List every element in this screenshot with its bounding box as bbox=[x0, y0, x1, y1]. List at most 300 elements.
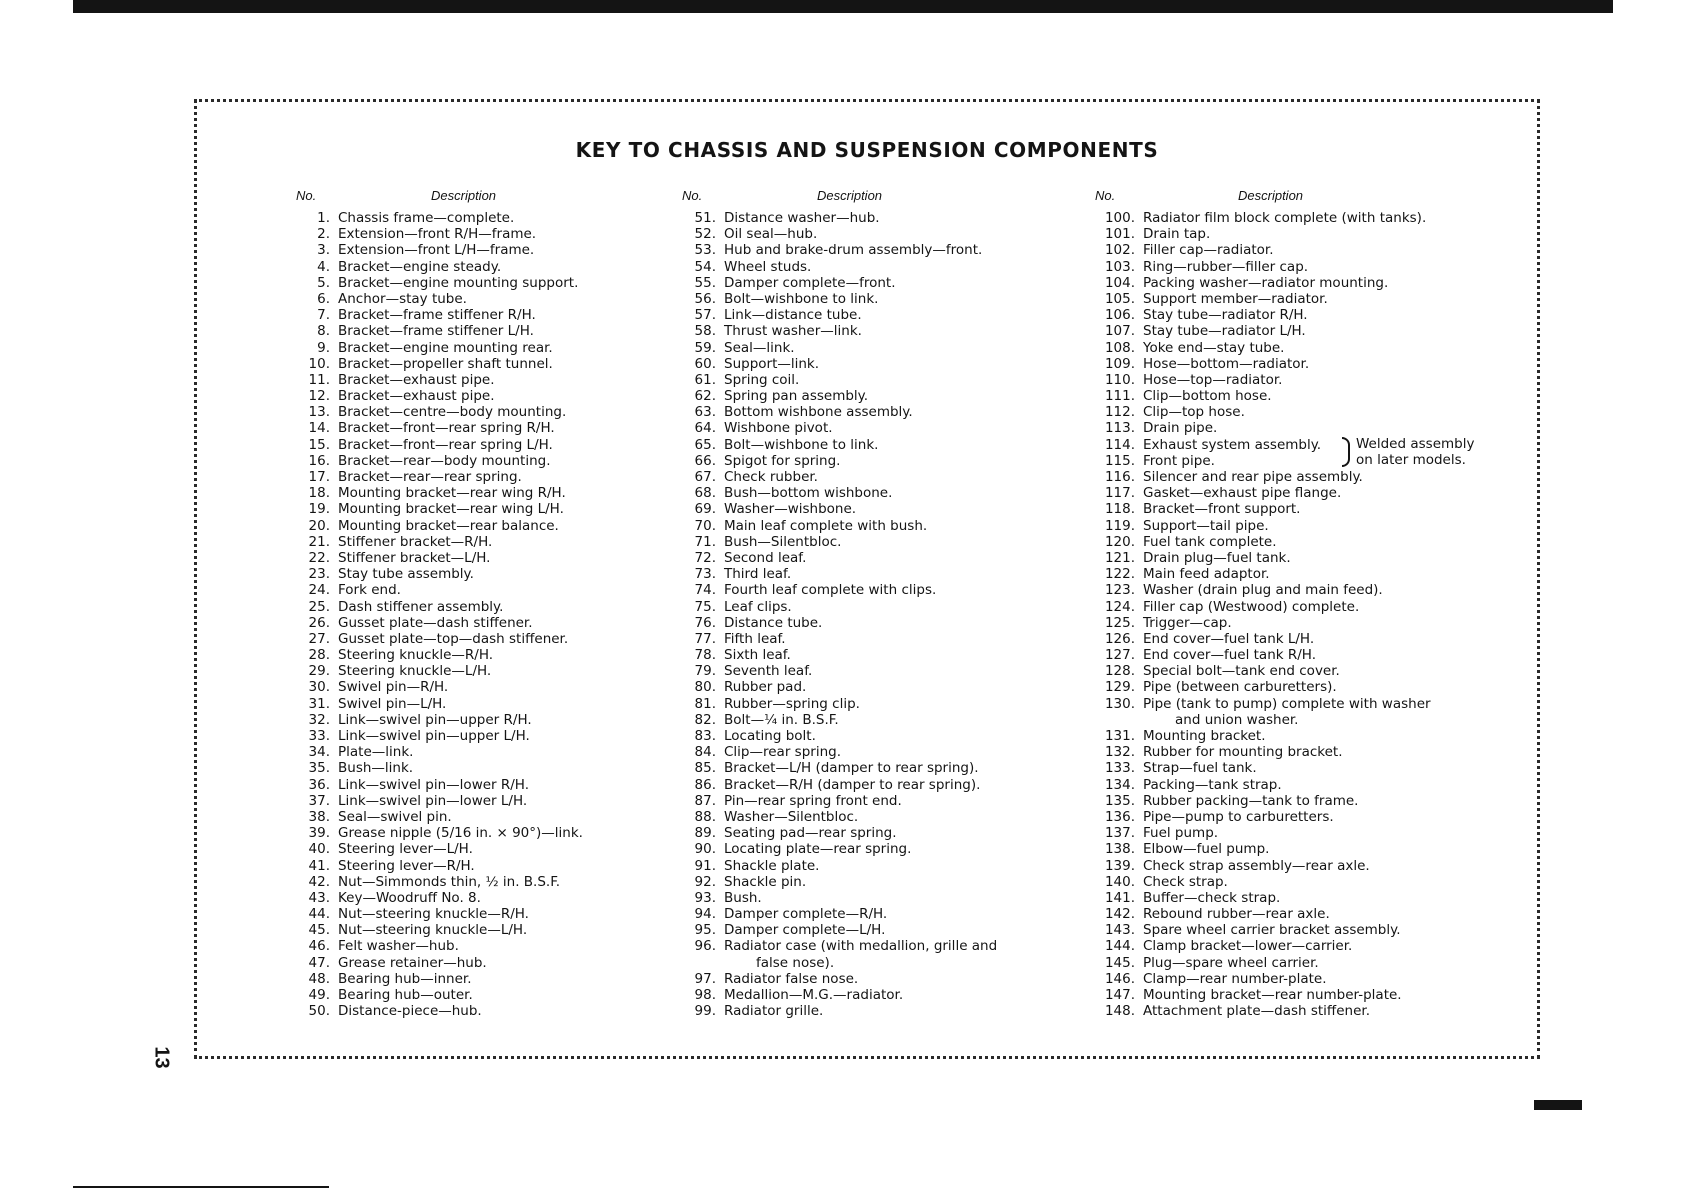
list-item bbox=[682, 534, 997, 550]
item-description: Wishbone pivot. bbox=[724, 420, 833, 437]
item-description: Bracket—R/H (damper to rear spring). bbox=[724, 776, 981, 793]
item-number: 117. bbox=[1104, 485, 1135, 502]
item-description: Key—Woodruff No. 8. bbox=[338, 889, 481, 906]
item-number: 105. bbox=[1104, 290, 1135, 307]
item-description: Exhaust system assembly. bbox=[1143, 436, 1322, 453]
item-description: Support member—radiator. bbox=[1143, 290, 1328, 307]
item-description: Washer—wishbone. bbox=[724, 501, 857, 518]
list-item bbox=[682, 696, 997, 712]
column-header bbox=[296, 188, 583, 210]
item-number: 57. bbox=[694, 307, 716, 324]
item-number: 55. bbox=[694, 274, 716, 291]
item-number: 59. bbox=[694, 339, 716, 356]
item-description: Locating bolt. bbox=[724, 728, 816, 744]
item-description: Elbow—fuel pump. bbox=[1143, 841, 1270, 858]
item-description: Stay tube assembly. bbox=[338, 566, 474, 583]
item-description: Front pipe. bbox=[1143, 452, 1215, 469]
item-description: Bracket—L/H (damper to rear spring). bbox=[724, 760, 979, 777]
item-description: Fork end. bbox=[338, 582, 401, 599]
list-item bbox=[1095, 356, 1431, 372]
header-no: No. bbox=[682, 188, 703, 203]
item-description: Packing—tank strap. bbox=[1143, 776, 1282, 793]
list-item bbox=[296, 841, 583, 857]
item-description: Sixth leaf. bbox=[724, 647, 791, 664]
list-item bbox=[682, 210, 997, 226]
list-item bbox=[682, 307, 997, 323]
header-description: Description bbox=[1238, 188, 1304, 203]
list-item bbox=[1095, 323, 1431, 339]
item-number: 53. bbox=[694, 242, 716, 259]
list-item bbox=[296, 679, 583, 695]
item-description: Rubber pad. bbox=[724, 679, 807, 696]
list-item bbox=[1095, 631, 1431, 647]
item-number: 6. bbox=[317, 290, 330, 307]
list-item bbox=[682, 566, 997, 582]
item-number: 3. bbox=[317, 242, 330, 259]
list-item bbox=[1095, 793, 1431, 809]
list-item bbox=[682, 922, 997, 938]
item-number: 41. bbox=[308, 857, 330, 874]
item-description: Yoke end—stay tube. bbox=[1143, 339, 1285, 356]
list-item bbox=[1095, 906, 1431, 922]
item-description: Bracket—rear—body mounting. bbox=[338, 452, 551, 469]
item-number: 97. bbox=[694, 970, 716, 987]
list-item bbox=[1095, 938, 1431, 954]
item-description: Spring pan assembly. bbox=[724, 388, 869, 405]
item-description: Third leaf. bbox=[724, 566, 792, 583]
item-description: Filler cap—radiator. bbox=[1143, 242, 1274, 259]
item-number: 77. bbox=[694, 630, 716, 647]
item-number: 133. bbox=[1104, 760, 1135, 777]
list-item bbox=[1095, 501, 1431, 517]
item-description: Anchor—stay tube. bbox=[338, 290, 467, 307]
list-item bbox=[1095, 615, 1431, 631]
list-item bbox=[296, 226, 583, 242]
list-item bbox=[296, 259, 583, 275]
item-description: Drain tap. bbox=[1143, 226, 1211, 243]
item-number: 79. bbox=[694, 663, 716, 680]
item-number: 62. bbox=[694, 388, 716, 405]
item-description: Steering lever—L/H. bbox=[338, 841, 473, 858]
item-number: 1. bbox=[317, 210, 330, 226]
item-description: Clip—top hose. bbox=[1143, 404, 1245, 421]
list-item bbox=[682, 259, 997, 275]
list-item bbox=[682, 275, 997, 291]
list-item bbox=[682, 518, 997, 534]
list-item bbox=[1095, 599, 1431, 615]
list-item bbox=[1095, 696, 1431, 728]
item-description: Bush—Silentbloc. bbox=[724, 533, 842, 550]
item-number: 93. bbox=[694, 889, 716, 906]
list-item bbox=[296, 210, 583, 226]
list-item bbox=[296, 599, 583, 615]
item-number: 113. bbox=[1104, 420, 1135, 437]
item-description: Seventh leaf. bbox=[724, 663, 813, 680]
item-number: 65. bbox=[694, 436, 716, 453]
page-number: 13 bbox=[150, 1046, 173, 1069]
item-number: 103. bbox=[1104, 258, 1135, 275]
list-item bbox=[296, 420, 583, 436]
item-description: Wheel studs. bbox=[724, 258, 812, 275]
list-item bbox=[682, 550, 997, 566]
item-number: 33. bbox=[308, 728, 330, 744]
item-number: 82. bbox=[694, 711, 716, 728]
item-number: 4. bbox=[317, 258, 330, 275]
item-description: Mounting bracket—rear number-plate. bbox=[1143, 987, 1402, 1004]
top-rule bbox=[73, 0, 1613, 13]
item-number: 42. bbox=[308, 873, 330, 890]
list-item bbox=[296, 356, 583, 372]
list-item bbox=[682, 874, 997, 890]
item-description: Gusset plate—dash stiffener. bbox=[338, 614, 533, 631]
item-description: Hose—bottom—radiator. bbox=[1143, 355, 1310, 372]
item-number: 44. bbox=[308, 906, 330, 923]
item-description: Clamp—rear number-plate. bbox=[1143, 970, 1327, 987]
list-item bbox=[296, 728, 583, 744]
item-description: Second leaf. bbox=[724, 549, 807, 566]
list-item bbox=[682, 582, 997, 598]
item-description: Hose—top—radiator. bbox=[1143, 371, 1283, 388]
item-number: 71. bbox=[694, 533, 716, 550]
item-number: 74. bbox=[694, 582, 716, 599]
item-description: Distance-piece—hub. bbox=[338, 1003, 482, 1020]
item-number: 143. bbox=[1104, 922, 1135, 939]
item-number: 36. bbox=[308, 776, 330, 793]
item-number: 100. bbox=[1104, 210, 1135, 226]
item-number: 73. bbox=[694, 566, 716, 583]
list-item bbox=[1095, 841, 1431, 857]
item-description: Plug—spare wheel carrier. bbox=[1143, 954, 1319, 971]
list-item bbox=[682, 890, 997, 906]
item-description: Mounting bracket—rear balance. bbox=[338, 517, 559, 534]
item-description: Rubber for mounting bracket. bbox=[1143, 744, 1343, 761]
item-number: 14. bbox=[308, 420, 330, 437]
item-description: Bottom wishbone assembly. bbox=[724, 404, 913, 421]
item-description: Strap—fuel tank. bbox=[1143, 760, 1257, 777]
item-description: Bush—link. bbox=[338, 760, 414, 777]
item-description: Bracket—engine steady. bbox=[338, 258, 502, 275]
item-description: Silencer and rear pipe assembly. bbox=[1143, 469, 1363, 485]
item-description: Mounting bracket—rear wing R/H. bbox=[338, 485, 566, 502]
item-description: Locating plate—rear spring. bbox=[724, 841, 912, 858]
list-item bbox=[296, 242, 583, 258]
item-number: 10. bbox=[308, 355, 330, 372]
item-number: 23. bbox=[308, 566, 330, 583]
column-header bbox=[1095, 188, 1431, 210]
item-number: 20. bbox=[308, 517, 330, 534]
item-description: Bracket—centre—body mounting. bbox=[338, 404, 567, 421]
item-number: 146. bbox=[1104, 970, 1135, 987]
item-description: Pipe—pump to carburetters. bbox=[1143, 808, 1334, 825]
item-description: Damper complete—front. bbox=[724, 274, 896, 291]
list-item bbox=[682, 356, 997, 372]
column-header bbox=[682, 188, 997, 210]
item-description: Packing washer—radiator mounting. bbox=[1143, 274, 1389, 291]
item-number: 140. bbox=[1104, 873, 1135, 890]
item-number: 89. bbox=[694, 825, 716, 842]
item-number: 26. bbox=[308, 614, 330, 631]
item-description: Mounting bracket. bbox=[1143, 728, 1266, 745]
item-description: Seal—link. bbox=[724, 339, 795, 356]
item-description: Check strap. bbox=[1143, 873, 1228, 890]
list-item bbox=[1095, 534, 1431, 550]
item-number: 7. bbox=[317, 307, 330, 324]
item-number: 86. bbox=[694, 776, 716, 793]
item-number: 70. bbox=[694, 517, 716, 534]
list-item bbox=[682, 453, 997, 469]
item-description: Bracket—front—rear spring L/H. bbox=[338, 436, 553, 453]
item-number: 51. bbox=[694, 210, 716, 226]
list-item bbox=[296, 485, 583, 501]
item-number: 128. bbox=[1104, 663, 1135, 680]
list-item bbox=[296, 987, 583, 1003]
list-item bbox=[682, 388, 997, 404]
item-description: Stiffener bracket—L/H. bbox=[338, 549, 491, 566]
item-number: 16. bbox=[308, 452, 330, 469]
corner-mark bbox=[1534, 1100, 1582, 1110]
list-item bbox=[682, 340, 997, 356]
item-description: Steering lever—R/H. bbox=[338, 857, 475, 874]
list-item bbox=[1095, 1003, 1431, 1019]
list-item bbox=[682, 793, 997, 809]
parts-column-1 bbox=[296, 188, 583, 1019]
item-description: Filler cap (Westwood) complete. bbox=[1143, 598, 1360, 615]
item-description: Fuel tank complete. bbox=[1143, 533, 1277, 550]
item-number: 25. bbox=[308, 598, 330, 615]
item-number: 5. bbox=[317, 274, 330, 291]
item-number: 83. bbox=[694, 728, 716, 744]
item-description: Fifth leaf. bbox=[724, 630, 786, 647]
list-item bbox=[296, 631, 583, 647]
item-description: Damper complete—L/H. bbox=[724, 922, 886, 939]
header-no: No. bbox=[296, 188, 317, 203]
list-item bbox=[682, 404, 997, 420]
item-number: 120. bbox=[1104, 533, 1135, 550]
item-number: 63. bbox=[694, 404, 716, 421]
list-item bbox=[682, 760, 997, 776]
item-number: 12. bbox=[308, 388, 330, 405]
parts-list bbox=[682, 210, 997, 1019]
list-item bbox=[1095, 566, 1431, 582]
item-description: Steering knuckle—R/H. bbox=[338, 647, 494, 664]
list-item bbox=[296, 323, 583, 339]
item-number: 102. bbox=[1104, 242, 1135, 259]
item-description: Spring coil. bbox=[724, 371, 800, 388]
header-no: No. bbox=[1095, 188, 1116, 203]
item-description: Attachment plate—dash stiffener. bbox=[1143, 1003, 1370, 1020]
list-item bbox=[296, 825, 583, 841]
item-number: 124. bbox=[1104, 598, 1135, 615]
list-item bbox=[682, 777, 997, 793]
item-description: Bracket—front support. bbox=[1143, 501, 1301, 518]
item-number: 72. bbox=[694, 549, 716, 566]
item-description: Spare wheel carrier bracket assembly. bbox=[1143, 922, 1401, 939]
item-number: 110. bbox=[1104, 371, 1135, 388]
item-number: 92. bbox=[694, 873, 716, 890]
list-item bbox=[682, 858, 997, 874]
item-description: Nut—Simmonds thin, ½ in. B.S.F. bbox=[338, 873, 561, 890]
item-description: Seating pad—rear spring. bbox=[724, 825, 897, 842]
list-item bbox=[682, 420, 997, 436]
list-item bbox=[296, 388, 583, 404]
item-description: Main leaf complete with bush. bbox=[724, 517, 928, 534]
item-description: End cover—fuel tank R/H. bbox=[1143, 647, 1316, 664]
item-description: Grease retainer—hub. bbox=[338, 954, 487, 971]
item-number: 54. bbox=[694, 258, 716, 275]
item-description: Bracket—frame stiffener L/H. bbox=[338, 323, 534, 340]
list-item bbox=[296, 615, 583, 631]
list-item bbox=[296, 534, 583, 550]
item-number: 85. bbox=[694, 760, 716, 777]
item-number: 118. bbox=[1104, 501, 1135, 518]
item-description: Bracket—exhaust pipe. bbox=[338, 388, 495, 405]
list-item bbox=[682, 906, 997, 922]
list-item bbox=[1095, 809, 1431, 825]
list-item bbox=[296, 291, 583, 307]
item-description: Pipe (between carburetters). bbox=[1143, 679, 1337, 696]
item-description: Thrust washer—link. bbox=[724, 323, 862, 340]
item-description: Stay tube—radiator R/H. bbox=[1143, 307, 1308, 324]
item-description: Damper complete—R/H. bbox=[724, 906, 888, 923]
list-item bbox=[682, 1003, 997, 1019]
item-number: 15. bbox=[308, 436, 330, 453]
item-description: Bearing hub—outer. bbox=[338, 987, 473, 1003]
list-item bbox=[1095, 825, 1431, 841]
item-description: Shackle plate. bbox=[724, 857, 820, 874]
list-item bbox=[296, 437, 583, 453]
item-description: Radiator grille. bbox=[724, 1003, 824, 1020]
item-number: 46. bbox=[308, 938, 330, 955]
list-item bbox=[1095, 744, 1431, 760]
item-number: 84. bbox=[694, 744, 716, 761]
header-description: Description bbox=[431, 188, 497, 203]
item-description: Trigger—cap. bbox=[1143, 614, 1232, 631]
item-number: 107. bbox=[1104, 323, 1135, 340]
list-item bbox=[1095, 582, 1431, 598]
parts-list bbox=[296, 210, 583, 1019]
item-number: 141. bbox=[1104, 889, 1135, 906]
item-number: 104. bbox=[1104, 274, 1135, 291]
item-number: 115. bbox=[1104, 452, 1135, 469]
item-number: 60. bbox=[694, 355, 716, 372]
list-item bbox=[1095, 275, 1431, 291]
list-item bbox=[296, 566, 583, 582]
item-description: Bolt—¼ in. B.S.F. bbox=[724, 711, 839, 728]
item-description: Bracket—frame stiffener R/H. bbox=[338, 307, 536, 324]
list-item bbox=[296, 582, 583, 598]
list-item bbox=[682, 485, 997, 501]
item-description: Gasket—exhaust pipe flange. bbox=[1143, 485, 1342, 502]
list-item bbox=[296, 793, 583, 809]
item-description: Link—swivel pin—upper L/H. bbox=[338, 728, 530, 744]
item-number: 64. bbox=[694, 420, 716, 437]
list-item bbox=[296, 647, 583, 663]
item-description: Plate—link. bbox=[338, 744, 414, 761]
item-description: Shackle pin. bbox=[724, 873, 807, 890]
parts-list bbox=[1095, 210, 1431, 1019]
item-description: Distance tube. bbox=[724, 614, 823, 631]
list-item bbox=[296, 501, 583, 517]
list-item bbox=[296, 922, 583, 938]
item-number: 130. bbox=[1104, 695, 1135, 712]
item-number: 88. bbox=[694, 808, 716, 825]
item-number: 38. bbox=[308, 808, 330, 825]
item-description: Washer (drain plug and main feed). bbox=[1143, 582, 1383, 599]
item-description: Fuel pump. bbox=[1143, 825, 1219, 842]
item-description: Seal—swivel pin. bbox=[338, 808, 452, 825]
item-number: 9. bbox=[317, 339, 330, 356]
list-item bbox=[296, 874, 583, 890]
item-description: Clamp bracket—lower—carrier. bbox=[1143, 938, 1353, 955]
list-item bbox=[296, 550, 583, 566]
item-number: 114. bbox=[1104, 436, 1135, 453]
item-description: Bush—bottom wishbone. bbox=[724, 485, 893, 502]
item-number: 48. bbox=[308, 970, 330, 987]
list-item bbox=[1095, 404, 1431, 420]
list-item bbox=[1095, 242, 1431, 258]
list-item bbox=[296, 971, 583, 987]
item-number: 137. bbox=[1104, 825, 1135, 842]
bottom-rule bbox=[73, 1186, 329, 1188]
item-description: Bracket—engine mounting support. bbox=[338, 274, 579, 291]
item-number: 106. bbox=[1104, 307, 1135, 324]
item-number: 112. bbox=[1104, 404, 1135, 421]
item-number: 147. bbox=[1104, 987, 1135, 1004]
list-item bbox=[296, 809, 583, 825]
list-item bbox=[1095, 760, 1431, 776]
list-item bbox=[296, 469, 583, 485]
item-description: Radiator case (with medallion, grille and bbox=[724, 938, 998, 955]
item-number: 21. bbox=[308, 533, 330, 550]
item-number: 8. bbox=[317, 323, 330, 340]
list-item bbox=[1095, 858, 1431, 874]
item-description: Oil seal—hub. bbox=[724, 226, 818, 243]
list-item bbox=[1095, 340, 1431, 356]
item-number: 58. bbox=[694, 323, 716, 340]
item-description: Link—swivel pin—lower R/H. bbox=[338, 776, 530, 793]
list-item bbox=[682, 971, 997, 987]
item-description: Spigot for spring. bbox=[724, 452, 841, 469]
item-number: 78. bbox=[694, 647, 716, 664]
item-description: Nut—steering knuckle—L/H. bbox=[338, 922, 528, 939]
list-item bbox=[296, 340, 583, 356]
list-item bbox=[682, 323, 997, 339]
item-description: Bracket—exhaust pipe. bbox=[338, 371, 495, 388]
item-description: Link—distance tube. bbox=[724, 307, 862, 324]
item-number: 123. bbox=[1104, 582, 1135, 599]
list-item bbox=[1095, 777, 1431, 793]
list-item bbox=[296, 760, 583, 776]
list-item bbox=[296, 858, 583, 874]
item-number: 129. bbox=[1104, 679, 1135, 696]
item-number: 69. bbox=[694, 501, 716, 518]
list-item bbox=[682, 663, 997, 679]
item-number: 2. bbox=[317, 226, 330, 243]
item-number: 31. bbox=[308, 695, 330, 712]
item-description: Drain plug—fuel tank. bbox=[1143, 549, 1291, 566]
list-item bbox=[1095, 987, 1431, 1003]
item-number: 18. bbox=[308, 485, 330, 502]
item-description-continued: false nose). bbox=[756, 954, 835, 971]
item-description: Steering knuckle—L/H. bbox=[338, 663, 492, 680]
list-item bbox=[682, 599, 997, 615]
list-item bbox=[682, 712, 997, 728]
item-number: 119. bbox=[1104, 517, 1135, 534]
list-item bbox=[1095, 663, 1431, 679]
item-number: 11. bbox=[308, 371, 330, 388]
list-item bbox=[1095, 890, 1431, 906]
item-description: Radiator film block complete (with tanks). bbox=[1143, 210, 1427, 226]
